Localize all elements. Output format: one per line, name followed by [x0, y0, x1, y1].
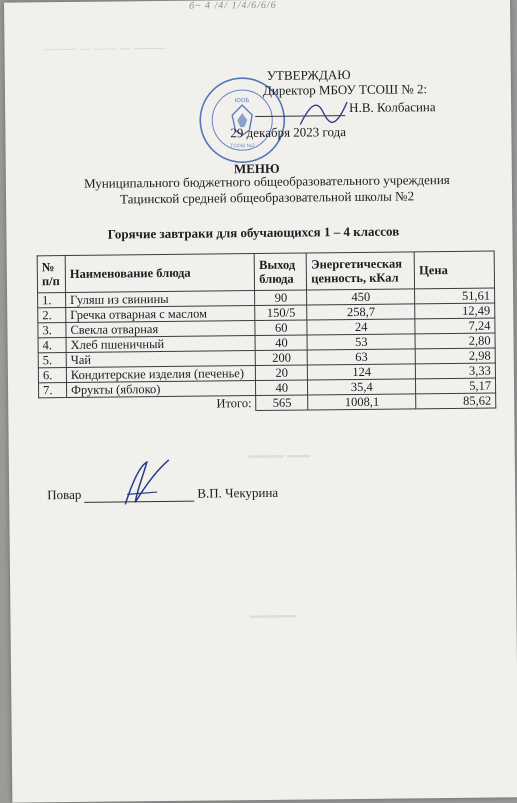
- approval-date: 29 декабря 2023 года: [230, 124, 347, 141]
- bleed-through-text: ─── ─ ── ─ ───: [44, 40, 166, 59]
- svg-text:ЮОБ: ЮОБ: [234, 98, 250, 105]
- header-energy: Энергетическая ценность, кКал: [306, 252, 414, 290]
- cell-name: Чай: [66, 351, 256, 368]
- cell-yield: 60: [255, 320, 307, 336]
- document-page: [4, 0, 517, 803]
- cell-name: Свекла отварная: [66, 321, 256, 338]
- cell-price: 12,49: [415, 303, 495, 319]
- organization-line-1: Муниципального бюджетного общеобразовательного учреждения: [83, 171, 450, 191]
- cell-name: Фрукты (яблоко): [66, 381, 256, 398]
- cell-price: 7,24: [415, 318, 495, 334]
- total-label: Итого:: [67, 396, 257, 413]
- cell-yield: 150/5: [255, 305, 307, 321]
- cook-signature-line: [47, 485, 278, 503]
- cell-yield: 40: [256, 380, 308, 396]
- cell-num: 1.: [38, 293, 66, 308]
- cell-price: 2,80: [415, 333, 495, 349]
- cell-num: 5.: [38, 353, 66, 368]
- header-name: Наименование блюда: [65, 254, 255, 293]
- cell-energy: 258,7: [307, 304, 415, 320]
- cell-name: Гречка отварная с маслом: [66, 306, 256, 323]
- svg-text:ТСОШ №2: ТСОШ №2: [230, 143, 255, 150]
- cell-yield: 200: [256, 350, 308, 366]
- cell-price: 5,17: [416, 378, 496, 394]
- cell-energy: 53: [307, 334, 415, 350]
- cell-yield: 90: [255, 290, 307, 306]
- cell-energy: 124: [308, 364, 416, 380]
- approval-position: Директор МБОУ ТСОШ № 2:: [262, 81, 428, 98]
- cell-energy: 450: [307, 289, 415, 305]
- cell-energy: 24: [307, 319, 415, 335]
- menu-table: [37, 251, 497, 414]
- cell-energy: 63: [307, 349, 415, 365]
- cook-signature: [117, 456, 178, 512]
- cell-yield: 40: [255, 335, 307, 351]
- cell-num: 6.: [38, 368, 66, 383]
- director-signature: [295, 94, 355, 135]
- cell-num: 3.: [38, 323, 66, 338]
- cell-name: Гуляш из свинины: [66, 291, 256, 308]
- cell-price: 2,98: [415, 348, 495, 364]
- header-num: № п/п: [37, 256, 65, 293]
- cell-price: 3,33: [416, 363, 496, 379]
- signature-line: [84, 489, 194, 503]
- total-price: 85,62: [416, 393, 496, 409]
- bleed-through-text: ▁▁▁ ▁▁: [248, 441, 311, 459]
- cell-yield: 20: [256, 365, 308, 381]
- document-subtitle: Горячие завтраки для обучающихся 1 – 4 классов: [107, 223, 400, 242]
- cook-name: В.П. Чекурина: [197, 484, 279, 501]
- header-yield: Выход блюда: [254, 253, 306, 291]
- director-name: Н.В. Колбасина: [349, 99, 436, 116]
- cell-price: 51,61: [415, 288, 495, 304]
- cell-num: 7.: [38, 383, 66, 398]
- cell-num: 4.: [38, 338, 66, 353]
- total-energy: 1008,1: [308, 394, 416, 410]
- bleed-through-text: ▁▁▁▁: [250, 601, 297, 619]
- document-title: МЕНЮ: [233, 160, 280, 177]
- cell-name: Кондитерские изделия (печенье): [66, 366, 256, 383]
- total-spacer: [39, 398, 67, 413]
- header-price: Цена: [414, 251, 494, 289]
- cook-role: Повар: [47, 486, 82, 503]
- table-header-row: [37, 251, 494, 293]
- organization-line-2: Тацинской средней общеобразовательной школы №2: [120, 188, 415, 207]
- cell-num: 2.: [38, 308, 66, 323]
- total-yield: 565: [256, 395, 308, 411]
- header-scribble: б~ 4 /4/ 1/4/6/6/6: [189, 0, 277, 12]
- cell-name: Хлеб пшеничный: [66, 336, 256, 353]
- cell-energy: 35,4: [308, 379, 416, 395]
- approval-label: УТВЕРЖДАЮ: [266, 67, 351, 83]
